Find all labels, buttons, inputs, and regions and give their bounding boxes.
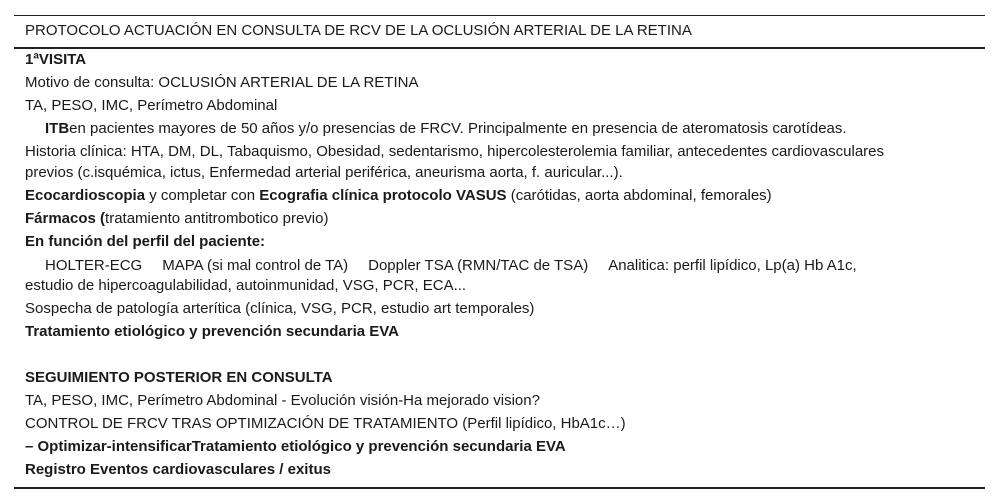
first-visit-measures: TA, PESO, IMC, Perímetro Abdominal xyxy=(25,97,278,114)
follow-up-heading: SEGUIMIENTO POSTERIOR EN CONSULTA xyxy=(25,369,333,386)
history-line-2: previos (c.isquémica, ictus, Enfermedad arterial periférica, aneurisma aorta, f. auricular...). xyxy=(25,164,623,181)
suspicion-line: Sospecha de patología arterítica (clínica, VSG, PCR, estudio art temporales) xyxy=(25,300,535,317)
echo-protocol: Ecografia clínica protocolo VASUS xyxy=(259,187,507,204)
history-line-1: Historia clínica: HTA, DM, DL, Tabaquismo, Obesidad, sedentarismo, hipercolesterolemia familiar, antecedentes cardiovasculares xyxy=(25,143,884,160)
tests-line xyxy=(45,256,857,276)
follow-up-measures: TA, PESO, IMC, Perímetro Abdominal - Evolución visión-Ha mejorado vision? xyxy=(25,392,540,409)
table-header-rule xyxy=(14,47,985,49)
drugs-text: tratamiento antitrombotico previo) xyxy=(105,210,329,227)
drugs-label: Fármacos ( xyxy=(25,210,106,227)
test-item: Analitica: perfil lipídico, Lp(a) Hb A1c, xyxy=(608,257,857,274)
echo-label: Ecocardioscopia xyxy=(25,187,146,204)
tests-line-2: estudio de hipercoagulabilidad, autoinmunidad, VSG, PCR, ECA... xyxy=(25,277,467,294)
table-bottom-rule xyxy=(14,487,985,489)
frcv-control: CONTROL DE FRCV TRAS OPTIMIZACIÓN DE TRATAMIENTO (Perfil lipídico, HbA1c…) xyxy=(25,415,626,432)
test-item: HOLTER-ECG xyxy=(45,257,143,274)
echo-tail: (carótidas, aorta abdominal, femorales) xyxy=(506,187,772,204)
consult-reason: Motivo de consulta: OCLUSIÓN ARTERIAL DE LA RETINA xyxy=(25,74,419,91)
registry-line: Registro Eventos cardiovasculares / exitus xyxy=(25,461,331,478)
treatment-line: Tratamiento etiológico y prevención secundaria EVA xyxy=(25,323,399,340)
first-visit-heading: 1ªVISITA xyxy=(25,51,87,68)
profile-heading: En función del perfil del paciente: xyxy=(25,233,266,250)
echo-mid: y completar con xyxy=(145,187,260,204)
test-item: MAPA (si mal control de TA) xyxy=(162,257,349,274)
drugs-line xyxy=(25,209,328,229)
optimize-line: – Optimizar-intensificarTratamiento etiológico y prevención secundaria EVA xyxy=(25,438,566,455)
table-top-rule xyxy=(14,15,985,16)
table-title: PROTOCOLO ACTUACIÓN EN CONSULTA DE RCV DE LA OCLUSIÓN ARTERIAL DE LA RETINA xyxy=(25,22,692,39)
itb-line xyxy=(45,119,847,139)
itb-label: ITB xyxy=(45,120,70,137)
echo-line xyxy=(25,186,772,206)
itb-text: en pacientes mayores de 50 años y/o presencias de FRCV. Principalmente en presencia de ateromatosis carotídeas. xyxy=(69,120,847,137)
test-item: Doppler TSA (RMN/TAC de TSA) xyxy=(368,257,589,274)
